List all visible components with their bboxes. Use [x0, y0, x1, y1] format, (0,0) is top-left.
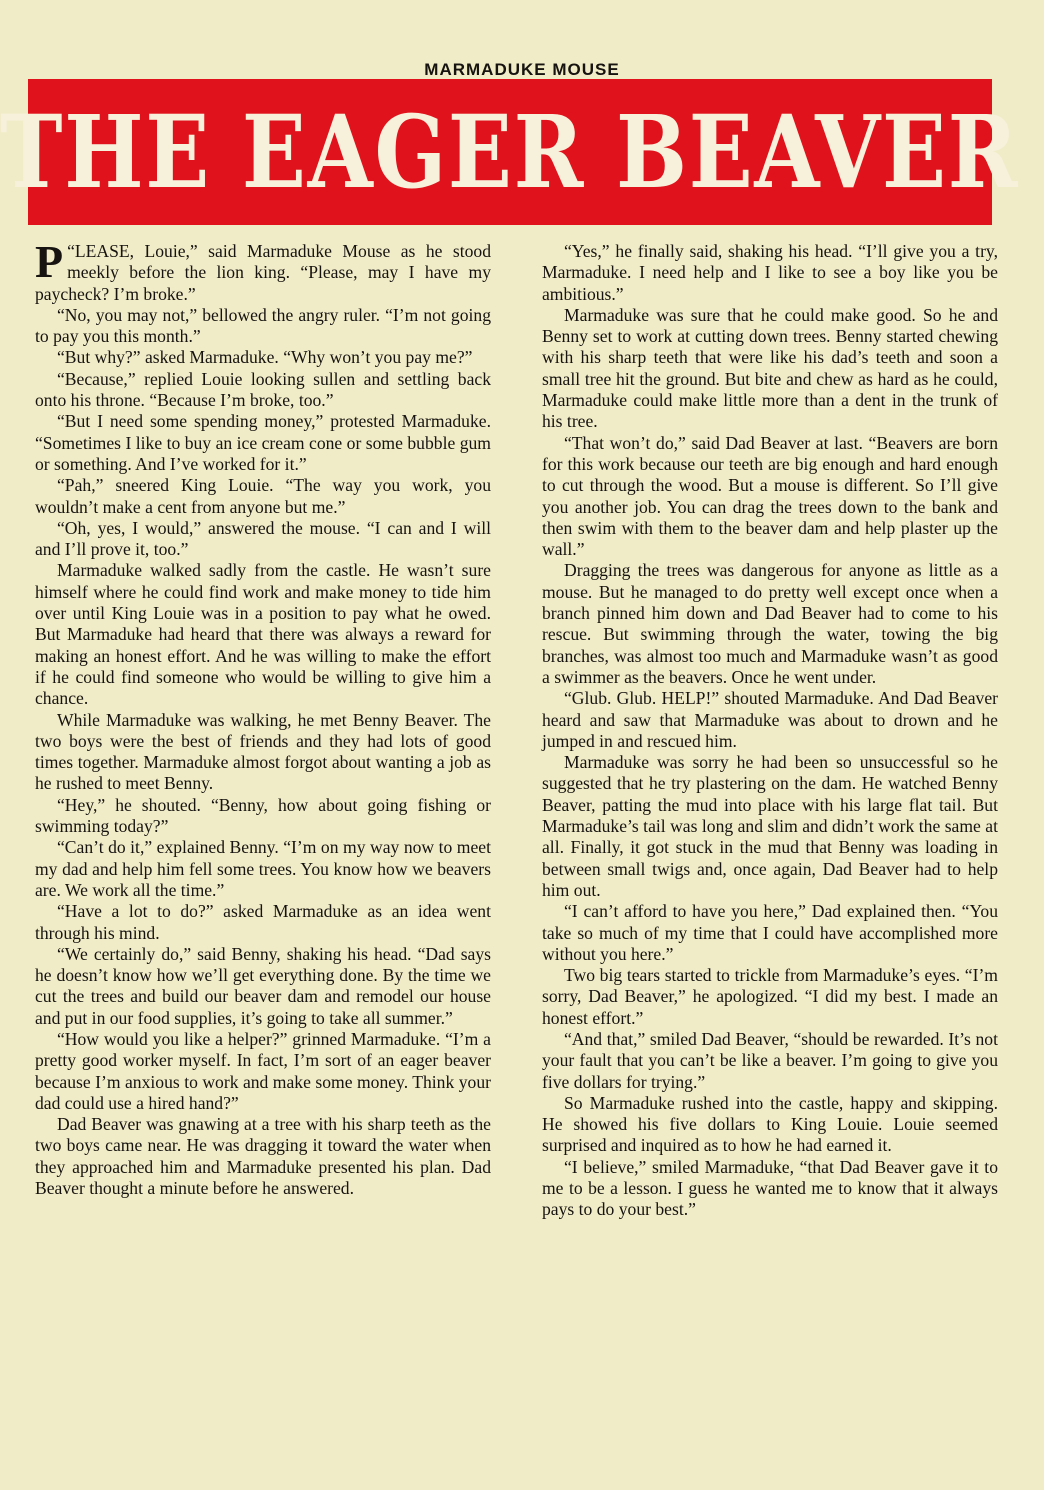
paragraph: “I believe,” smiled Marmaduke, “that Dad Beaver gave it to me to be a lesson. I guess he wanted me to know that it always pays to do your best.” — [542, 1156, 998, 1220]
paragraph: “Have a lot to do?” asked Marmaduke as an idea went through his mind. — [35, 901, 491, 943]
paragraph: “How would you like a helper?” grinned Marmaduke. “I’m a pretty good worker myself. In fact, I’m sort of an eager beaver because I’m anxious to work and make some money. Think your dad could use a hired hand?” — [35, 1028, 491, 1113]
paragraph: Dragging the trees was dangerous for anyone as little as a mouse. But he managed to do pretty well except once when a branch pinned him down and Dad Beaver had to come to his rescue. But swimming through the water, towing the big branches, was almost too much and Marmaduke wasn’t as good a swimmer as the beavers. Once he went under. — [542, 560, 998, 687]
paragraph: “Yes,” he finally said, shaking his head. “I’ll give you a try, Marmaduke. I need help and I like to see a boy like you be ambitious.” — [542, 241, 998, 304]
paragraph: “Oh, yes, I would,” answered the mouse. “I can and I will and I’ll prove it, too.” — [35, 517, 491, 560]
paragraph: Marmaduke walked sadly from the castle. He wasn’t sure himself where he could find work and make money to tide him over until King Louie was in a position to pay what he owed. But Marmaduke had heard that there was always a reward for making an honest effort. And he was willing to make the effort if he could find someone who would be willing to give him a chance. — [35, 560, 491, 709]
paragraph: “Because,” replied Louie looking sullen and settling back onto his throne. “Because I’m broke, too.” — [35, 368, 491, 411]
paragraph: So Marmaduke rushed into the castle, happy and skipping. He showed his five dollars to King Louie. Louie seemed surprised and inquired as to how he had earned it. — [542, 1092, 998, 1156]
paragraph: “No, you may not,” bellowed the angry ruler. “I’m not going to pay you this month.” — [35, 304, 491, 347]
text-column-right — [542, 241, 998, 1221]
series-header — [0, 60, 1044, 80]
drop-cap: P — [35, 236, 64, 287]
paragraph: “Glub. Glub. HELP!” shouted Marmaduke. And Dad Beaver heard and saw that Marmaduke was about to drown and he jumped in and rescued him. — [542, 688, 998, 751]
paragraph: Marmaduke was sure that he could make good. So he and Benny set to work at cutting down trees. Benny started chewing with his sharp teeth that were like his dad’s teeth and soon a small tree hit the ground. But bite and chew as hard as he could, Marmaduke could make little more than a dent in the trunk of his tree. — [542, 304, 998, 432]
paragraph: Dad Beaver was gnawing at a tree with his sharp teeth as the two boys came near. He was dragging it toward the water when they approached him and Marmaduke presented his plan. Dad Beaver thought a minute before he answered. — [35, 1114, 491, 1199]
first-paragraph — [35, 236, 491, 305]
paragraph: “That won’t do,” said Dad Beaver at last. “Beavers are born for this work because our teeth are big enough and hard enough to cut through the wood. But a mouse is different. So I’ll give you another job. You can drag the trees down to the bank and then swim with them to the beaver dam and help plaster up the wall.” — [542, 432, 998, 560]
paragraph: Marmaduke was sorry he had been so unsuccessful so he suggested that he try plastering on the dam. He watched Benny Beaver, patting the mud into place with his large flat tail. But Marmaduke’s tail was long and slim and didn’t work the same at all. Finally, it got stuck in the mud that Benny was loading in between small twigs and, once again, Dad Beaver had to help him out. — [542, 752, 998, 900]
paragraph: “I can’t afford to have you here,” Dad explained then. “You take so much of my time that I could have accomplished more without you here.” — [542, 901, 998, 964]
paragraph: “Pah,” sneered King Louie. “The way you work, you wouldn’t make a cent from anyone but me.” — [35, 475, 491, 517]
paragraph: “We certainly do,” said Benny, shaking his head. “Dad says he doesn’t know how we’ll get everything done. By the time we cut the trees and build our beaver dam and remodel our house and put in our food supplies, it’s going to take all summer.” — [35, 943, 491, 1028]
paragraph: Two big tears started to trickle from Marmaduke’s eyes. “I’m sorry, Dad Beaver,” he apologized. “I did my best. I made an honest effort.” — [542, 965, 998, 1028]
paragraph: “Can’t do it,” explained Benny. “I’m on my way now to meet my dad and help him fell some trees. You know how we beavers are. We work all the time.” — [35, 837, 491, 900]
text-column-left — [35, 236, 491, 1199]
paragraph: While Marmaduke was walking, he met Benny Beaver. The two boys were the best of friends and they had lots of good times together. Marmaduke almost forgot about wanting a job as he rushed to meet Benny. — [35, 709, 491, 794]
paragraph: “But why?” asked Marmaduke. “Why won’t you pay me?” — [57, 347, 473, 368]
paragraph: “But I need some spending money,” protested Marmaduke. “Sometimes I like to buy an ice cream cone or some bubble gum or something. And I’ve worked for it.” — [35, 411, 491, 474]
story-title: THE EAGER BEAVER — [0, 93, 1020, 211]
paragraph: “And that,” smiled Dad Beaver, “should be rewarded. It’s not your fault that you can’t be like a beaver. I’m going to give you five dollars for trying.” — [542, 1028, 998, 1092]
opening-quote: “ — [67, 241, 75, 261]
title-banner — [0, 79, 1020, 225]
first-paragraph-text: LEASE, Louie,” said Marmaduke Mouse as he stood meekly before the lion king. “Please, may I have my paycheck? I’m broke.” — [35, 241, 491, 304]
series-title: MARMADUKE MOUSE — [416, 60, 627, 81]
paragraph: “Hey,” he shouted. “Benny, how about going fishing or swimming today?” — [35, 794, 491, 837]
